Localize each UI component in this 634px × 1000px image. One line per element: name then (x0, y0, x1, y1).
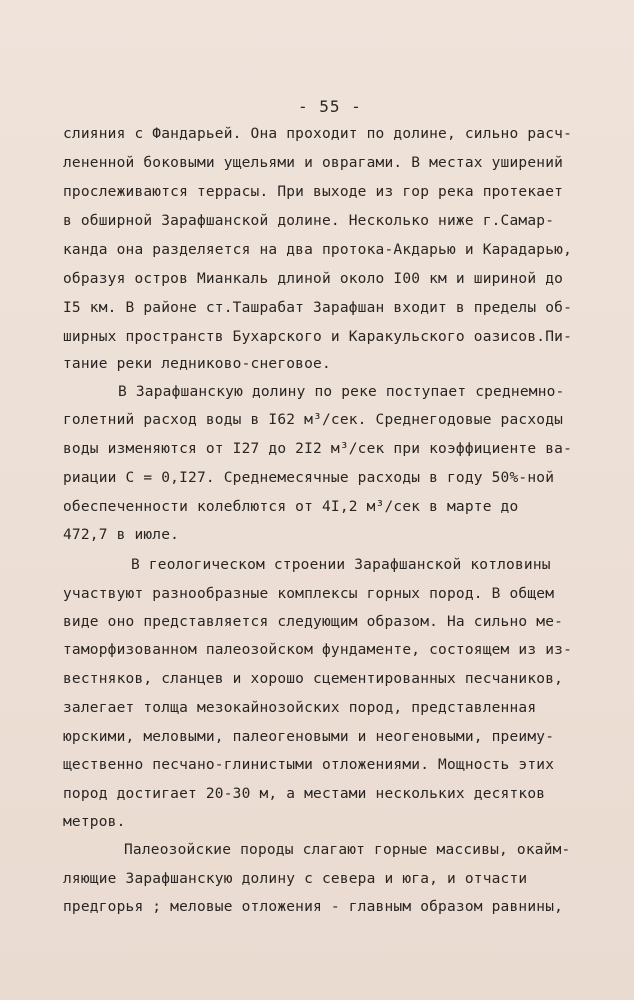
text-line: обеспеченности колеблются от 4I,2 м³/сек в марте до (63, 499, 519, 515)
text-line: таморфизованном палеозойском фундаменте, состоящем из из- (63, 642, 572, 658)
text-line: голетний расход воды в I62 м³/сек. Среднегодовые расходы (63, 412, 564, 428)
text-line: метров. (63, 814, 126, 830)
text-line: I5 км. В районе ст.Ташрабат Зарафшан входит в пределы об- (63, 300, 572, 316)
text-line: виде оно представляется следующим образом. На сильно ме- (63, 614, 564, 630)
text-line: в обширной Зарафшанской долине. Несколько ниже г.Самар- (63, 213, 555, 229)
text-line: В Зарафшанскую долину по реке поступает среднемно- (118, 384, 565, 400)
text-line: образуя остров Мианкаль длиной около I00 км и шириной до (63, 271, 564, 287)
text-line: Палеозойские породы слагают горные массивы, окайм- (124, 842, 571, 858)
text-line: воды изменяются от I27 до 2I2 м³/сек при коэффициенте ва- (63, 441, 572, 457)
text-line: участвуют разнообразные комплексы горных пород. В общем (63, 586, 555, 602)
text-line: тание реки ледниково-снеговое. (63, 356, 331, 372)
text-line: юрскими, меловыми, палеогеновыми и неогеновыми, преиму- (63, 729, 555, 745)
text-line: риации С = 0,I27. Среднемесячные расходы в году 50%-ной (63, 470, 555, 486)
text-line: слияния с Фандарьей. Она проходит по долине, сильно расч- (63, 126, 572, 142)
text-line: прослеживаются террасы. При выходе из гор река протекает (63, 184, 564, 200)
text-line: лененной боковыми ущельями и оврагами. В местах уширений (63, 155, 564, 171)
text-line: канда она разделяется на два протока-Акдарью и Карадарью, (63, 242, 572, 258)
text-line: залегает толща мезокайнозойских пород, представленная (63, 700, 537, 716)
text-line: щественно песчано-глинистыми отложениями. Мощность этих (63, 757, 555, 773)
text-line: 472,7 в июле. (63, 527, 180, 543)
text-line: вестняков, сланцев и хорошо сцементированных песчаников, (63, 671, 564, 687)
page-number: - 55 - (298, 97, 362, 116)
text-line: ляющие Зарафшанскую долину с севера и юга, и отчасти (63, 871, 528, 887)
text-line: ширных пространств Бухарского и Каракульского оазисов.Пи- (63, 329, 572, 345)
text-line: предгорья ; меловые отложения - главным образом равнины, (63, 899, 564, 915)
text-line: пород достигает 20-30 м, а местами нескольких десятков (63, 786, 546, 802)
text-line: В геологическом строении Зарафшанской котловины (131, 557, 551, 573)
